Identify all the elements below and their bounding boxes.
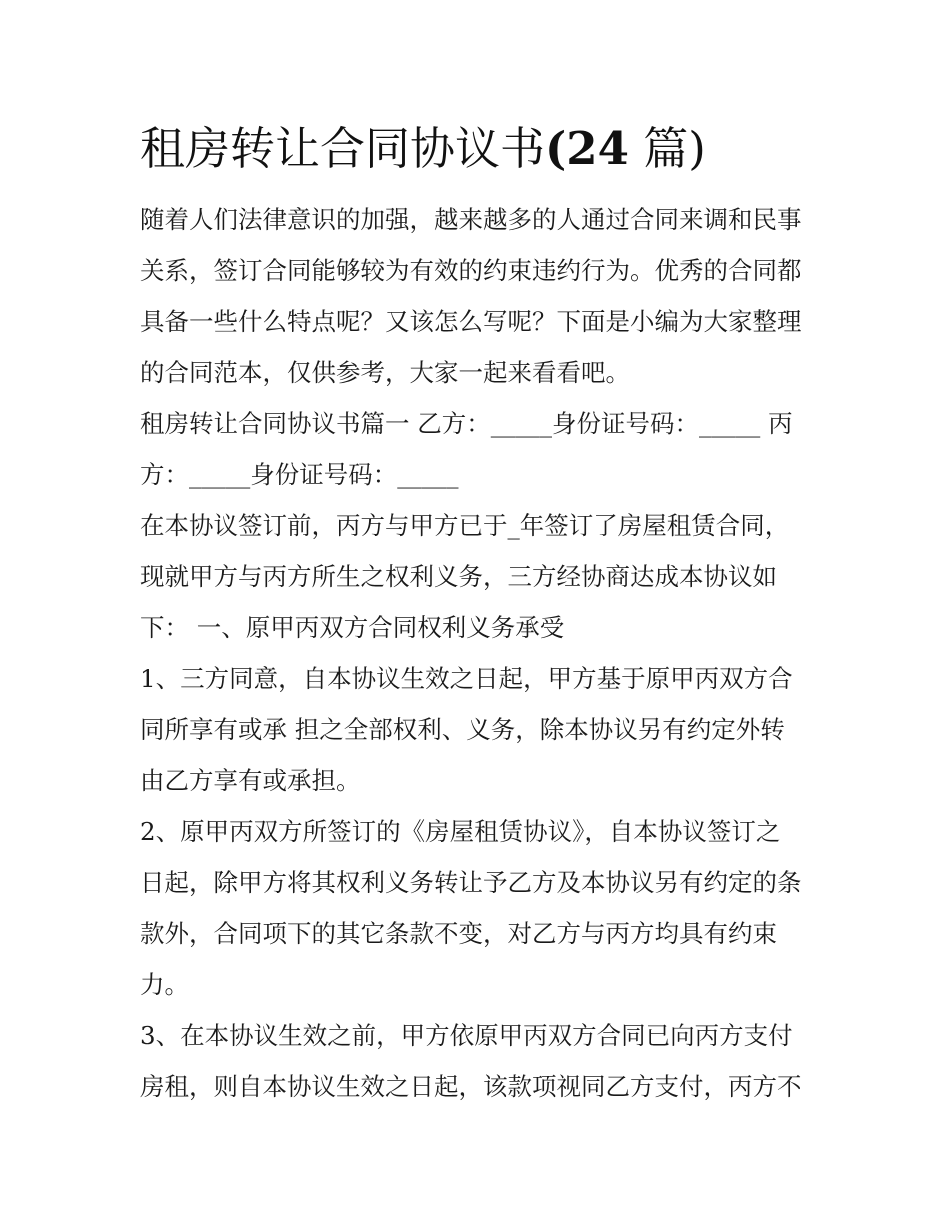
document-title [140,118,820,180]
text-line: 2、原甲丙双方所签订的《房屋租赁协议》，自本协议签订之 [140,817,781,846]
text-line: 3、在本协议生效之前，甲方依原甲丙双方合同已向丙方支付 [140,1021,793,1050]
text-line: 关系，签订合同能够较为有效的约束违约行为。优秀的合同都 [140,256,802,285]
document-body [140,118,820,1112]
text-line: 的合同范本，仅供参考，大家一起来看看吧。 [140,358,630,387]
text-line: 1、三方同意，自本协议生效之日起，甲方基于原甲丙双方合 [140,664,793,693]
text-line: 力。 [140,970,189,999]
text-line: 具备一些什么特点呢？又该怎么写呢？下面是小编为大家整理 [140,307,802,336]
text-line: 现就甲方与丙方所生之权利义务，三方经协商达成本协议如 [140,562,777,591]
title-suffix: 篇) [628,122,706,175]
text-line: 在本协议签订前，丙方与甲方已于_年签订了房屋租赁合同， [140,511,790,540]
text-line: 款外，合同项下的其它条款不变，对乙方与丙方均具有约束 [140,919,777,948]
text-line: 方：_____身份证号码：_____ [140,460,459,489]
text-line: 随着人们法律意识的加强，越来越多的人通过合同来调和民事 [140,205,802,234]
text-line: 日起，除甲方将其权利义务转让予乙方及本协议另有约定的条 [140,868,802,897]
title-text: 租房转让合同协议书 [140,122,546,175]
paragraph-clause-3 [140,1010,820,1112]
text-line: 由乙方享有或承担。 [140,766,361,795]
text-line: 房租，则自本协议生效之日起，该款项视同乙方支付，丙方不 [140,1072,802,1101]
text-line: 下： 一、原甲丙双方合同权利义务承受 [140,613,565,642]
text-line: 租房转让合同协议书篇一 乙方：_____身份证号码：_____ 丙 [140,409,793,438]
paragraph-clause-2 [140,806,820,1010]
paragraph-parties [140,398,820,500]
paragraph-preamble [140,500,820,653]
paragraph-intro [140,194,820,398]
paragraph-clause-1 [140,653,820,806]
title-count: (24 [545,122,629,175]
text-line: 同所享有或承 担之全部权利、义务，除本协议另有约定外转 [140,715,785,744]
